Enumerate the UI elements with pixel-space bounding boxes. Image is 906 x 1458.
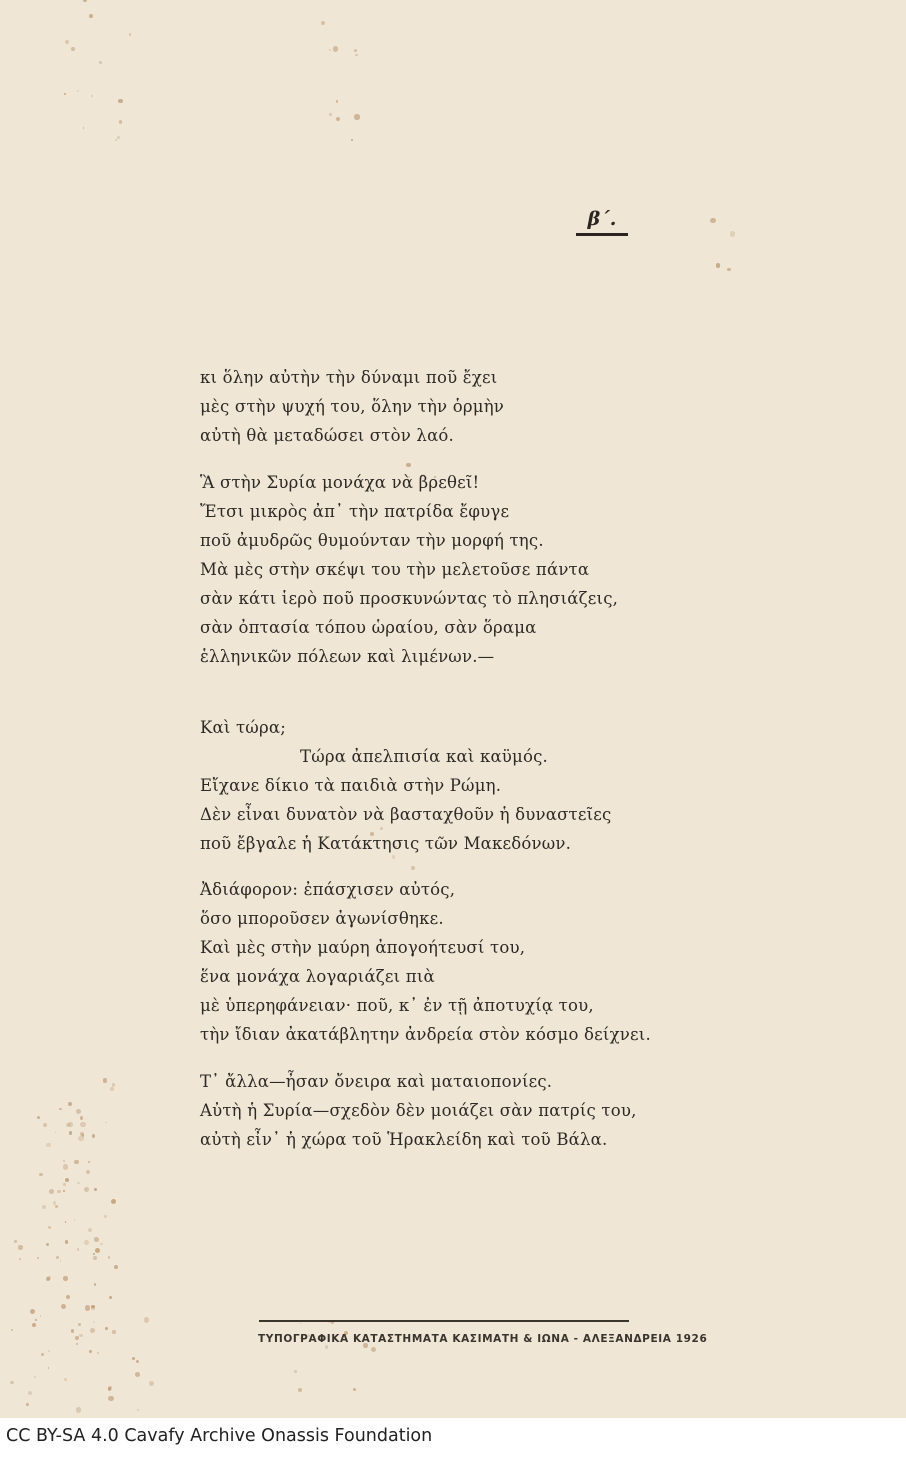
foxing-spot <box>137 1409 139 1411</box>
poem-line: Ἃ στὴν Συρία μονάχα νὰ βρεθεῖ! <box>200 473 480 492</box>
foxing-spot <box>355 54 357 56</box>
foxing-spot <box>78 1136 83 1141</box>
poem-line: σὰν κάτι ἱερὸ ποῦ προσκυνώντας τὸ πλησιάζεις, <box>200 589 619 608</box>
foxing-spot <box>37 1116 40 1119</box>
foxing-spot <box>60 1260 62 1262</box>
foxing-spot <box>300 1323 302 1325</box>
foxing-spot <box>53 1201 56 1204</box>
foxing-spot <box>68 1102 71 1105</box>
poem-line: Εἴχανε δίκιο τὰ παιδιὰ στὴν Ρώμη. <box>200 776 502 795</box>
foxing-spot <box>93 1253 95 1255</box>
foxing-spot <box>354 49 357 52</box>
foxing-spot <box>76 1109 81 1114</box>
foxing-spot <box>730 231 735 236</box>
foxing-spot <box>406 463 410 467</box>
foxing-spot <box>80 1116 83 1119</box>
page-number-underline <box>576 233 628 236</box>
foxing-spot <box>39 1173 42 1176</box>
foxing-spot <box>77 1182 79 1184</box>
foxing-spot <box>88 1161 90 1163</box>
foxing-spot <box>371 1347 376 1352</box>
credit-text: CC BY-SA 4.0 Cavafy Archive Onassis Foundation <box>6 1426 433 1446</box>
foxing-spot <box>105 1122 107 1124</box>
poem-line: Δὲν εἶναι δυνατὸν νὰ βασταχθοῦν ἡ δυναστεῖες <box>200 805 612 824</box>
poem-line: ποῦ ἀμυδρῶς θυμούνταν τὴν μορφή της. <box>200 531 544 550</box>
foxing-spot <box>93 1256 97 1260</box>
foxing-spot <box>94 1283 96 1285</box>
foxing-spot <box>79 1334 82 1337</box>
foxing-spot <box>63 1164 68 1169</box>
poem-line: Καὶ μὲς στὴν μαύρη ἀπογοήτευσί του, <box>200 938 526 957</box>
foxing-spot <box>329 113 332 116</box>
foxing-spot <box>30 1309 35 1314</box>
foxing-spot <box>329 49 331 51</box>
foxing-spot <box>333 46 338 51</box>
foxing-spot <box>26 1403 29 1406</box>
poem-line: αὐτὴ εἶν᾿ ἡ χώρα τοῦ Ἡρακλείδη καὶ τοῦ Βάλα. <box>200 1130 608 1149</box>
foxing-spot <box>14 1240 17 1243</box>
foxing-spot <box>71 1329 75 1333</box>
foxing-spot <box>46 1243 49 1246</box>
poem-line: μὲ ὑπερηφάνειαν· ποῦ, κ᾿ ἐν τῇ ἀποτυχίᾳ του, <box>200 996 594 1015</box>
foxing-spot <box>85 1305 90 1310</box>
foxing-spot <box>97 1352 99 1354</box>
poem-line: σὰν ὀπτασία τόπου ὡραίου, σὰν ὅραμα <box>200 618 537 637</box>
foxing-spot <box>63 1160 65 1162</box>
poem-line: ἕνα μονάχα λογαριάζει πιὰ <box>200 967 435 986</box>
foxing-spot <box>325 1345 328 1348</box>
foxing-spot <box>42 1205 46 1209</box>
foxing-spot <box>80 1122 85 1127</box>
foxing-spot <box>83 127 85 129</box>
poem-line: κι ὅλην αὐτὴν τὴν δύναμι ποῦ ἔχει <box>200 368 498 387</box>
foxing-spot <box>89 1350 92 1353</box>
foxing-spot <box>351 139 354 142</box>
foxing-spot <box>114 1265 118 1269</box>
foxing-spot <box>71 47 75 51</box>
foxing-spot <box>66 1123 70 1127</box>
foxing-spot <box>100 1243 103 1246</box>
foxing-spot <box>91 95 93 97</box>
foxing-spot <box>43 1123 47 1127</box>
poem-line: Τώρα ἀπελπισία καὶ καϋμός. <box>300 747 548 766</box>
foxing-spot <box>41 1353 44 1356</box>
foxing-spot <box>48 1367 50 1369</box>
foxing-spot <box>108 1256 111 1259</box>
foxing-spot <box>61 1304 66 1309</box>
foxing-spot <box>18 1245 22 1249</box>
foxing-spot <box>117 136 121 140</box>
foxing-spot <box>103 1078 108 1083</box>
poem-line: ὅσο μποροῦσεν ἀγωνίσθηκε. <box>200 909 444 928</box>
poem-line: ἑλληνικῶν πόλεων καὶ λιμένων.— <box>200 647 495 666</box>
foxing-spot <box>91 1306 95 1310</box>
foxing-spot <box>11 1329 13 1331</box>
foxing-spot <box>74 1160 78 1164</box>
foxing-spot <box>336 117 340 121</box>
foxing-spot <box>56 1256 59 1259</box>
foxing-spot <box>65 40 69 44</box>
foxing-spot <box>118 99 122 103</box>
foxing-spot <box>37 1257 40 1260</box>
printer-imprint: ΤΥΠΟΓΡΑΦΙΚΑ ΚΑΤΑΣΤΗΜΑΤΑ ΚΑΣΙΜΑΤΗ & ΙΩΝΑ - ΑΛΕΞΑΝΔΡΕΙΑ 1926 <box>258 1333 708 1345</box>
poem-line: μὲς στὴν ψυχή του, ὅλην τὴν ὁρμὴν <box>200 397 505 416</box>
foxing-spot <box>76 1407 81 1412</box>
foxing-spot <box>89 14 93 18</box>
poem-line: τὴν ἴδιαν ἀκατάβλητην ἀνδρεία στὸν κόσμο δείχνει. <box>200 1025 651 1044</box>
foxing-spot <box>78 1323 81 1326</box>
foxing-spot <box>40 1315 42 1317</box>
foxing-spot <box>65 1178 69 1182</box>
foxing-spot <box>380 827 383 830</box>
foxing-spot <box>354 114 359 119</box>
foxing-spot <box>59 1108 61 1110</box>
foxing-spot <box>108 1396 113 1401</box>
foxing-spot <box>710 218 715 223</box>
poem-line: Μὰ μὲς στὴν σκέψι του τὴν μελετοῦσε πάντα <box>200 560 590 579</box>
foxing-spot <box>65 1240 68 1243</box>
poem-line: Αὐτὴ ἡ Συρία—σχεδὸν δὲν μοιάζει σὰν πατρίς του, <box>200 1101 637 1120</box>
foxing-spot <box>336 101 338 103</box>
foxing-spot <box>104 1215 107 1218</box>
foxing-spot <box>119 120 122 123</box>
foxing-spot <box>716 263 721 268</box>
foxing-spot <box>46 1143 51 1148</box>
foxing-spot <box>55 1205 58 1208</box>
foxing-spot <box>92 1134 96 1138</box>
foxing-spot <box>74 1219 76 1221</box>
foxing-spot <box>88 1228 92 1232</box>
foxing-spot <box>108 1387 112 1391</box>
foxing-spot <box>392 855 395 858</box>
foxing-spot <box>69 1131 73 1135</box>
foxing-spot <box>65 1221 67 1223</box>
footer-rule <box>259 1320 629 1322</box>
foxing-spot <box>115 139 117 141</box>
foxing-spot <box>136 1360 140 1364</box>
foxing-spot <box>105 1327 108 1330</box>
credit-bar <box>0 1418 906 1458</box>
foxing-spot <box>353 1388 357 1392</box>
foxing-spot <box>99 61 102 64</box>
foxing-spot <box>727 268 730 271</box>
foxing-spot <box>93 1321 95 1323</box>
foxing-spot <box>112 1083 115 1086</box>
foxing-spot <box>34 1376 36 1378</box>
foxing-spot <box>57 1190 61 1194</box>
poem-line: Τ᾿ ἄλλα—ἦσαν ὄνειρα καὶ ματαιοπονίες. <box>200 1072 553 1091</box>
foxing-spot <box>298 1388 302 1392</box>
foxing-spot <box>77 90 79 92</box>
foxing-spot <box>321 21 325 25</box>
foxing-spot <box>90 1328 95 1333</box>
foxing-spot <box>77 1248 79 1250</box>
foxing-spot <box>49 1189 54 1194</box>
poem-line: Καὶ τώρα; <box>200 718 286 737</box>
foxing-spot <box>35 1319 37 1321</box>
foxing-spot <box>331 1321 334 1324</box>
foxing-spot <box>76 1343 78 1345</box>
foxing-spot <box>63 1183 66 1186</box>
foxing-spot <box>64 1378 67 1381</box>
foxing-spot <box>135 1372 140 1377</box>
foxing-spot <box>84 1240 89 1245</box>
foxing-spot <box>144 1317 149 1322</box>
foxing-spot <box>63 1276 68 1281</box>
foxing-spot <box>110 1087 114 1091</box>
foxing-spot <box>19 1258 21 1260</box>
foxing-spot <box>111 1199 116 1204</box>
poem-line: αὐτὴ θὰ μεταδώσει στὸν λαό. <box>200 426 454 445</box>
foxing-spot <box>132 1357 135 1360</box>
poem-line: Ἀδιάφορον: ἐπάσχισεν αὐτός, <box>200 880 456 899</box>
foxing-spot <box>10 1381 13 1384</box>
foxing-spot <box>66 1295 70 1299</box>
foxing-spot <box>28 1391 32 1395</box>
foxing-spot <box>32 1323 36 1327</box>
foxing-spot <box>94 1188 97 1191</box>
foxing-spot <box>83 0 87 2</box>
foxing-spot <box>46 1277 50 1281</box>
poem-line: ποῦ ἔβγαλε ἡ Κατάκτησις τῶν Μακεδόνων. <box>200 834 572 853</box>
foxing-spot <box>411 866 415 870</box>
foxing-spot <box>149 1381 154 1386</box>
foxing-spot <box>109 1296 112 1299</box>
foxing-spot <box>86 1170 90 1174</box>
foxing-spot <box>48 1226 51 1229</box>
foxing-spot <box>112 1330 115 1333</box>
foxing-spot <box>63 1190 65 1192</box>
foxing-spot <box>129 33 131 35</box>
foxing-spot <box>94 1237 99 1242</box>
page-number: β΄. <box>587 208 617 230</box>
foxing-spot <box>64 93 66 95</box>
foxing-spot <box>48 1350 50 1352</box>
foxing-spot <box>294 1370 297 1373</box>
foxing-spot <box>95 1248 100 1253</box>
foxing-spot <box>55 1132 57 1134</box>
poem-line: Ἔτσι μικρὸς ἀπ᾿ τὴν πατρίδα ἔφυγε <box>200 502 510 521</box>
foxing-spot <box>84 1187 89 1192</box>
